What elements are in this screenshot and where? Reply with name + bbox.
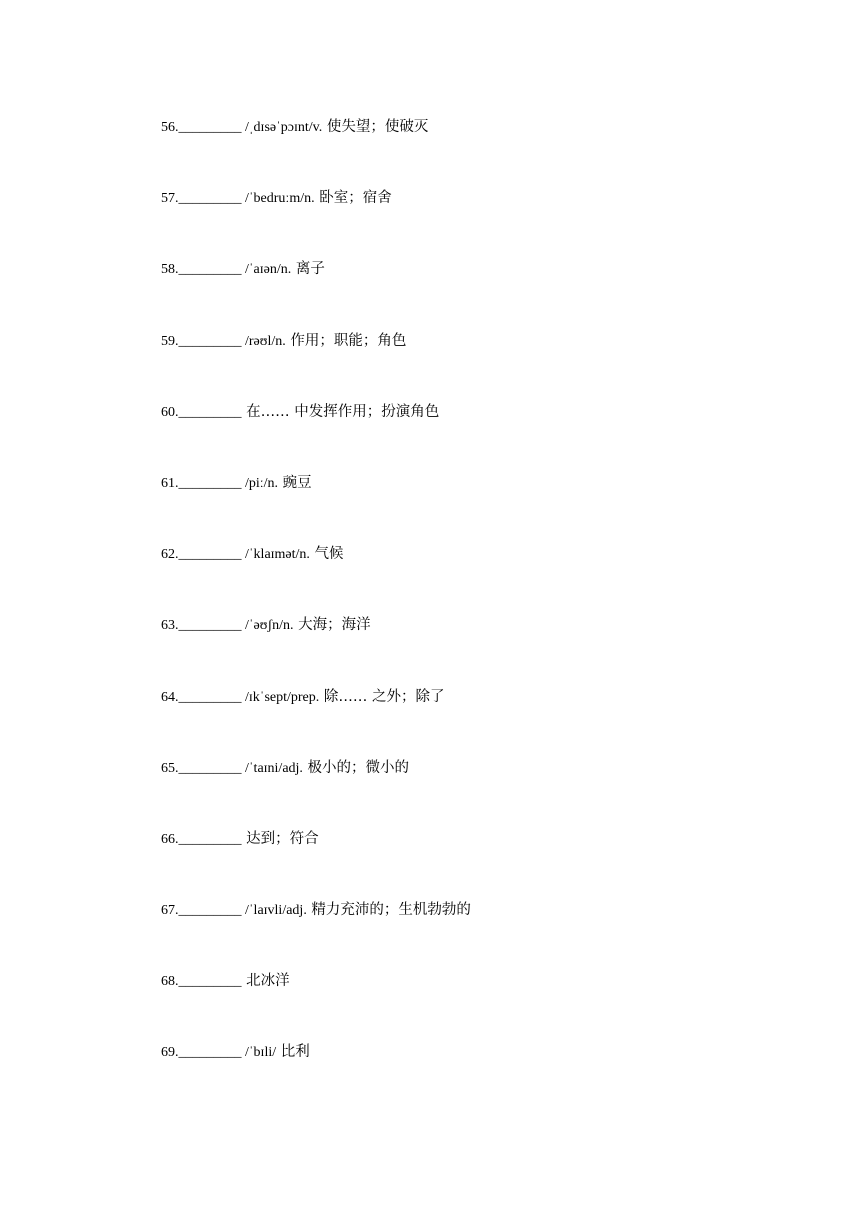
list-item xyxy=(161,687,781,758)
phonetic-text: /ɪkˈsept/prep. xyxy=(241,689,320,705)
phonetic-text: /ˈaɪən/n. xyxy=(241,262,292,278)
phonetic-text: /piː/n. xyxy=(241,475,279,491)
answer-blank[interactable]: _________ xyxy=(178,262,242,278)
answer-blank[interactable]: _________ xyxy=(178,120,242,135)
item-number: 60. xyxy=(161,404,179,420)
phonetic-text: /ˈəʊʃn/n. xyxy=(241,618,294,634)
phonetic-text: /ˈbɪli/ xyxy=(241,1045,277,1061)
meaning-text: 在…… 中发挥作用；扮演角色 xyxy=(241,403,440,420)
list-item xyxy=(161,331,781,402)
meaning-text: 气候 xyxy=(309,546,344,563)
answer-blank[interactable]: _________ xyxy=(178,333,242,349)
meaning-text: 离子 xyxy=(291,261,325,278)
meaning-text: 极小的；微小的 xyxy=(302,759,410,776)
item-number: 62. xyxy=(161,547,179,563)
answer-blank[interactable]: _________ xyxy=(178,547,242,563)
item-number: 63. xyxy=(161,618,179,634)
vocabulary-list xyxy=(161,117,781,1114)
list-item xyxy=(161,758,781,829)
item-number: 61. xyxy=(161,475,179,491)
answer-blank[interactable]: _________ xyxy=(178,689,242,705)
answer-blank[interactable]: _________ xyxy=(178,831,242,847)
meaning-text: 豌豆 xyxy=(278,474,312,491)
item-number: 58. xyxy=(161,262,179,278)
answer-blank[interactable]: _________ xyxy=(178,1045,242,1061)
meaning-text: 比利 xyxy=(276,1044,310,1061)
meaning-text: 作用；职能；角色 xyxy=(285,332,407,349)
item-number: 57. xyxy=(161,191,179,207)
list-item xyxy=(161,188,781,259)
list-item xyxy=(161,1042,781,1113)
phonetic-text: /ˈtaɪni/adj. xyxy=(241,760,303,776)
answer-blank[interactable]: _________ xyxy=(178,404,242,420)
list-item xyxy=(161,829,781,900)
item-number: 66. xyxy=(161,831,179,847)
meaning-text: 卧室；宿舍 xyxy=(314,190,392,207)
list-item xyxy=(161,473,781,544)
item-number: 67. xyxy=(161,903,179,919)
item-number: 64. xyxy=(161,689,179,705)
meaning-text: 北冰洋 xyxy=(241,973,290,990)
list-item xyxy=(161,900,781,971)
answer-blank[interactable]: _________ xyxy=(178,760,242,776)
list-item xyxy=(161,117,781,188)
answer-blank[interactable]: _________ xyxy=(178,974,242,990)
meaning-text: 精力充沛的；生机勃勃的 xyxy=(306,902,471,919)
meaning-text: 达到；符合 xyxy=(241,830,319,847)
phonetic-text: /ˌdɪsəˈpɔɪnt/v. xyxy=(241,120,323,135)
phonetic-text: /ˈbedruːm/n. xyxy=(241,191,315,207)
answer-blank[interactable]: _________ xyxy=(178,618,242,634)
list-item xyxy=(161,615,781,686)
phonetic-text: /ˈklaɪmət/n. xyxy=(241,547,310,563)
list-item xyxy=(161,259,781,330)
item-number: 69. xyxy=(161,1045,179,1061)
item-number: 56. xyxy=(161,120,179,135)
item-number: 59. xyxy=(161,333,179,349)
list-item xyxy=(161,971,781,1042)
meaning-text: 使失望；使破灭 xyxy=(322,119,429,135)
phonetic-text: /rəʊl/n. xyxy=(241,333,286,349)
phonetic-text: /ˈlaɪvli/adj. xyxy=(241,903,307,919)
answer-blank[interactable]: _________ xyxy=(178,191,242,207)
item-number: 68. xyxy=(161,974,179,990)
meaning-text: 大海；海洋 xyxy=(293,617,371,634)
answer-blank[interactable]: _________ xyxy=(178,475,242,491)
list-item xyxy=(161,402,781,473)
list-item xyxy=(161,544,781,615)
item-number: 65. xyxy=(161,760,179,776)
answer-blank[interactable]: _________ xyxy=(178,903,242,919)
meaning-text: 除…… 之外；除了 xyxy=(319,688,445,705)
